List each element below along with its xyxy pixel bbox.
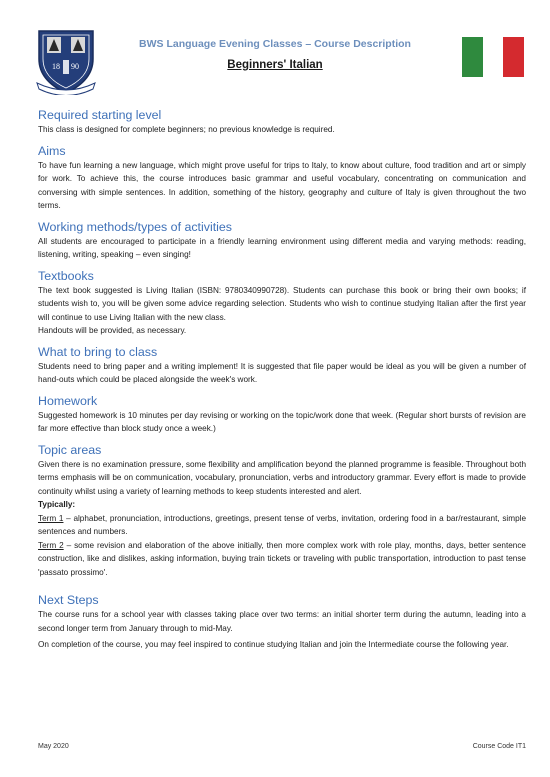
term2-text: – some revision and elaboration of the above initially, then more complex work with role play, months, days, better sentence construction, like and dislikes, asking information, buying train tickets or traveling with public transportation, introduction to past tense 'passato prossimo'. xyxy=(38,540,526,577)
section-body-continuation: On completion of the course, you may feel inspired to continue studying Italian and join the Intermediate course the following year. xyxy=(38,640,509,649)
term2-label: Term 2 xyxy=(38,540,64,550)
term1-paragraph xyxy=(38,512,526,539)
section-heading: Textbooks xyxy=(38,268,94,283)
section-heading: Homework xyxy=(38,393,98,408)
flag-stripe-red xyxy=(503,37,524,77)
section-body: This class is designed for complete beginners; no previous knowledge is required. xyxy=(38,125,335,134)
section-body-handouts: Handouts will be provided, as necessary. xyxy=(38,326,187,335)
footer-date: May 2020 xyxy=(38,743,69,750)
flag-stripe-green xyxy=(462,37,483,77)
section-next-steps xyxy=(38,593,526,652)
section-body: Suggested homework is 10 minutes per day revising or working on the topic/work done that week. (Regular short bursts of revision are far more effective than block study once a week.) xyxy=(38,410,526,433)
section-heading: Working methods/types of activities xyxy=(38,219,232,234)
term2-paragraph xyxy=(38,539,526,580)
section-working-methods xyxy=(38,220,526,262)
logo-year-left: 18 xyxy=(52,62,60,71)
footer-course-code: Course Code IT1 xyxy=(472,743,526,750)
section-body: To have fun learning a new language, which might prove useful for trips to Italy, to know about culture, food tradition and art or simply for work. To achieve this, the course introduces basic grammar and useful vocabulary, concentrating on communication and conversing with simple sentences. In addition, something of the history, geography and culture of Italy is given throughout the two terms. xyxy=(38,160,526,210)
section-what-to-bring xyxy=(38,345,526,387)
section-textbooks xyxy=(38,269,526,338)
section-aims xyxy=(38,144,526,213)
course-title: Beginners' Italian xyxy=(227,59,323,71)
section-heading: What to bring to class xyxy=(38,344,158,359)
section-heading: Next Steps xyxy=(38,593,99,607)
section-heading: Required starting level xyxy=(38,108,162,122)
section-body: The text book suggested is Living Italian (ISBN: 9780340990728). Students can purchase this book or bring their own books; if students wish to, you will be given some advice regarding selection. Students who wish to continue studying Italian after the first year will continue to use Living Italian with the new class. xyxy=(38,285,526,322)
section-body: Students need to bring paper and a writing implement! It is suggested that file paper would be ideal as you will be given a number of hand-outs which could be placed alongside the week's work. xyxy=(38,361,526,384)
section-heading: Aims xyxy=(38,143,66,158)
typically-label: Typically: xyxy=(38,500,76,509)
section-body: All students are encouraged to participate in a friendly learning environment using different media and varying methods: reading, listening, writing, speaking – even singing! xyxy=(38,236,526,259)
section-required-level xyxy=(38,108,526,137)
org-title: BWS Language Evening Classes – Course Description xyxy=(139,38,411,50)
section-body: Given there is no examination pressure, some flexibility and amplification beyond the planned programme is feasible. Throughout both terms emphasis will be on communication, vocabulary, pronunciation, verbs and introductory grammar. Every effort is made to provide continuity whilst using a variety of learning methods to keep students interested and alert. xyxy=(38,459,526,496)
section-heading: Topic areas xyxy=(38,442,102,457)
logo-year-right: 90 xyxy=(71,62,79,71)
flag-stripe-white xyxy=(483,37,504,77)
term1-label: Term 1 xyxy=(38,513,64,523)
section-body: The course runs for a school year with classes taking place over two terms: an initial shorter term during the autumn, leading into a second longer term from January through to mid-May. xyxy=(38,610,526,633)
course-description-body xyxy=(38,108,526,659)
section-topic-areas xyxy=(38,443,526,580)
italian-flag-icon xyxy=(462,37,524,77)
term1-text: – alphabet, pronunciation, introductions, greetings, present tense of verbs, invitation, ordering food in a bar/restaurant, simple sentences and numbers. xyxy=(38,513,526,536)
section-homework xyxy=(38,394,526,436)
